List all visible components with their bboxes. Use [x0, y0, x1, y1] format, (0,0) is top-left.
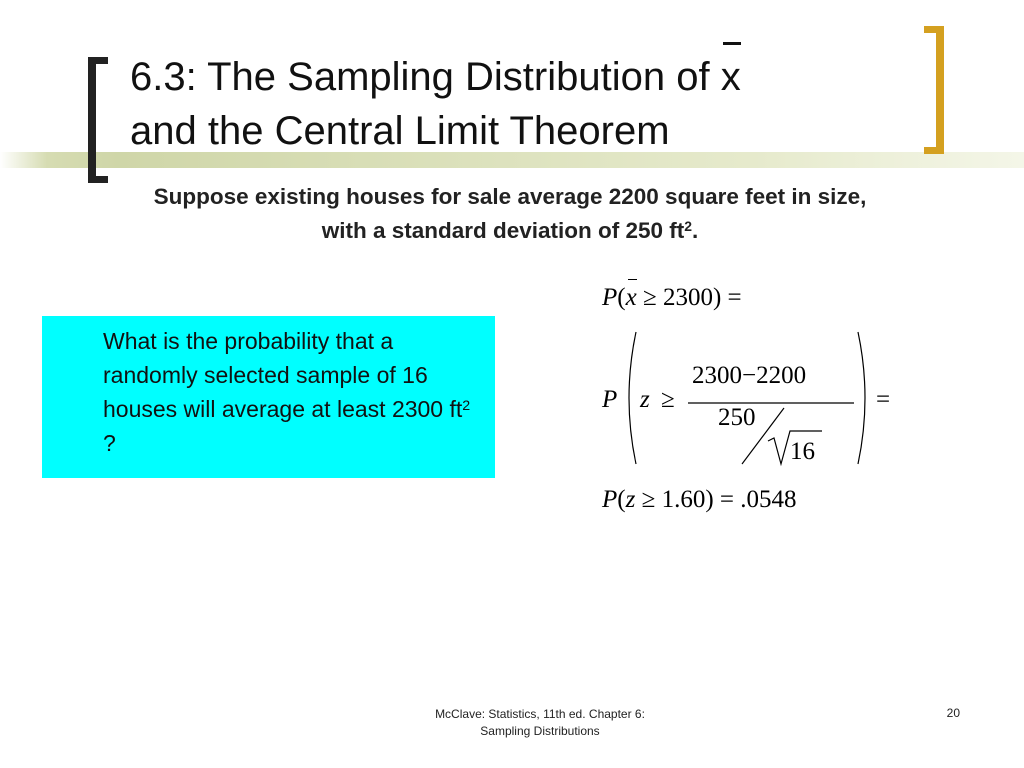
question-body: What is the probability that a randomly selected sample of 16 houses will average at least 2300 ft — [103, 328, 463, 422]
formula3-open: ( — [617, 486, 626, 513]
subtitle-superscript: 2 — [684, 218, 693, 235]
formula2-p: P — [602, 386, 618, 413]
title-line2-text: and the Central Limit Theorem — [130, 109, 670, 153]
formula3-rest: ≥ 1.60) = .0548 — [635, 486, 797, 513]
formula-line-1 — [602, 284, 742, 312]
formula2-left-paren — [629, 332, 636, 464]
formula1-xbar: x — [625, 284, 637, 311]
formula2-graphics — [618, 328, 878, 470]
x-bar-symbol: x — [721, 50, 741, 104]
page-number: 20 — [946, 706, 960, 720]
formula1-open: ( — [617, 284, 626, 311]
footer-line1: McClave: Statistics, 11th ed. Chapter 6: — [435, 707, 645, 721]
formula1-rest: ≥ 2300) = — [636, 284, 742, 311]
slide-subtitle — [130, 180, 890, 248]
right-bracket-decoration — [924, 26, 944, 154]
formula2-sqrt-value: 16 — [790, 438, 815, 465]
slide-title — [130, 50, 920, 158]
left-bracket-decoration — [88, 57, 108, 183]
slide-footer — [390, 706, 690, 740]
footer-line2: Sampling Distributions — [480, 724, 600, 738]
formula3-p: P — [602, 486, 618, 513]
question-box — [42, 316, 495, 478]
formula2-equals: = — [876, 386, 891, 413]
subtitle-text: Suppose existing houses for sale average 2200 square feet in size, with a standard deviation of 250 ft — [153, 184, 867, 243]
question-text — [103, 324, 477, 460]
subtitle-suffix: . — [692, 218, 699, 243]
formula2-numerator: 2300−2200 — [692, 362, 807, 389]
question-suffix: ? — [103, 430, 116, 456]
title-line1-text: 6.3: The Sampling Distribution of — [130, 55, 721, 99]
formula2-z: z — [640, 386, 650, 413]
formula2-denominator: 250 — [718, 404, 756, 431]
formula2-right-paren — [858, 332, 865, 464]
formula1-p: P — [602, 284, 618, 311]
formula2-geq: ≥ — [661, 386, 675, 413]
formula-line-3 — [602, 486, 797, 514]
formula3-z: z — [625, 486, 636, 513]
question-superscript: 2 — [462, 397, 471, 414]
